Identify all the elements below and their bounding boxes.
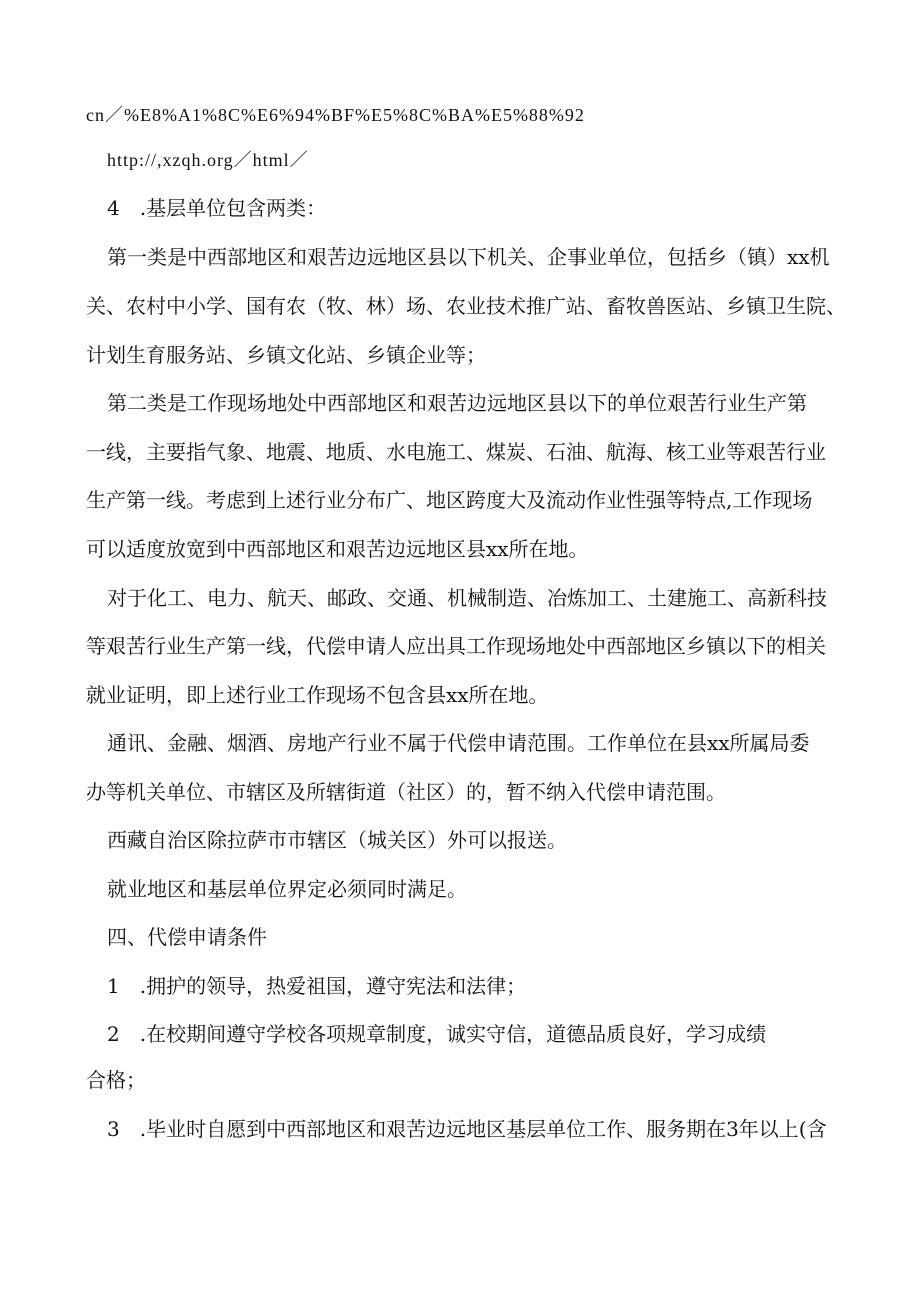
paragraph-line: 对于化工、电力、航天、邮政、交通、机械制造、冶炼加工、土建施工、高新科技 [107, 586, 827, 610]
url-line-2: http://,xzqh.org／html／ [107, 150, 309, 170]
paragraph-line: 西藏自治区除拉萨市市辖区（城关区）外可以报送。 [107, 828, 567, 852]
paragraph-line: 就业地区和基层单位界定必须同时满足。 [107, 877, 467, 901]
url-line-1: cn／%E8%A1%8C%E6%94%BF%E5%8C%BA%E5%88%92 [86, 105, 585, 125]
paragraph-line: 等艰苦行业生产第一线，代偿申请人应出具工作现场地处中西部地区乡镇以下的相关 [86, 634, 826, 658]
condition-item-2-cont: 合格； [86, 1068, 146, 1092]
paragraph-line: 办等机关单位、市辖区及所辖街道（社区）的，暂不纳入代偿申请范围。 [86, 780, 726, 804]
section-heading: 四、代偿申请条件 [107, 925, 267, 949]
paragraph-line: 第一类是中西部地区和艰苦边远地区县以下机关、企事业单位，包括乡（镇）xx机 [107, 245, 830, 269]
paragraph-line: 生产第一线。考虑到上述行业分布广、地区跨度大及流动作业性强等特点,工作现场 [86, 488, 813, 512]
condition-item-2: 2 .在校期间遵守学校各项规章制度，诚实守信，道德品质良好，学习成绩 [107, 1022, 767, 1046]
paragraph-line: 第二类是工作现场地处中西部地区和艰苦边远地区县以下的单位艰苦行业生产第 [107, 391, 807, 415]
paragraph-line: 可以适度放宽到中西部地区和艰苦边远地区县xx所在地。 [86, 537, 589, 561]
condition-item-3: 3 .毕业时自愿到中西部地区和艰苦边远地区基层单位工作、服务期在3年以上(含 [107, 1117, 827, 1141]
paragraph-line: 通讯、金融、烟酒、房地产行业不属于代偿申请范围。工作单位在县xx所属局委 [107, 731, 810, 755]
condition-item-1: 1 .拥护的领导，热爱祖国，遵守宪法和法律； [107, 974, 527, 998]
paragraph-line: 就业证明，即上述行业工作现场不包含县xx所在地。 [86, 683, 549, 707]
paragraph-line: 一线，主要指气象、地震、地质、水电施工、煤炭、石油、航海、核工业等艰苦行业 [86, 440, 826, 464]
paragraph-line: 关、农村中小学、国有农（牧、林）场、农业技术推广站、畜牧兽医站、乡镇卫生院、 [86, 294, 846, 318]
paragraph-line: 计划生育服务站、乡镇文化站、乡镇企业等； [86, 343, 486, 367]
item-4-heading: 4 .基层单位包含两类： [107, 196, 327, 220]
